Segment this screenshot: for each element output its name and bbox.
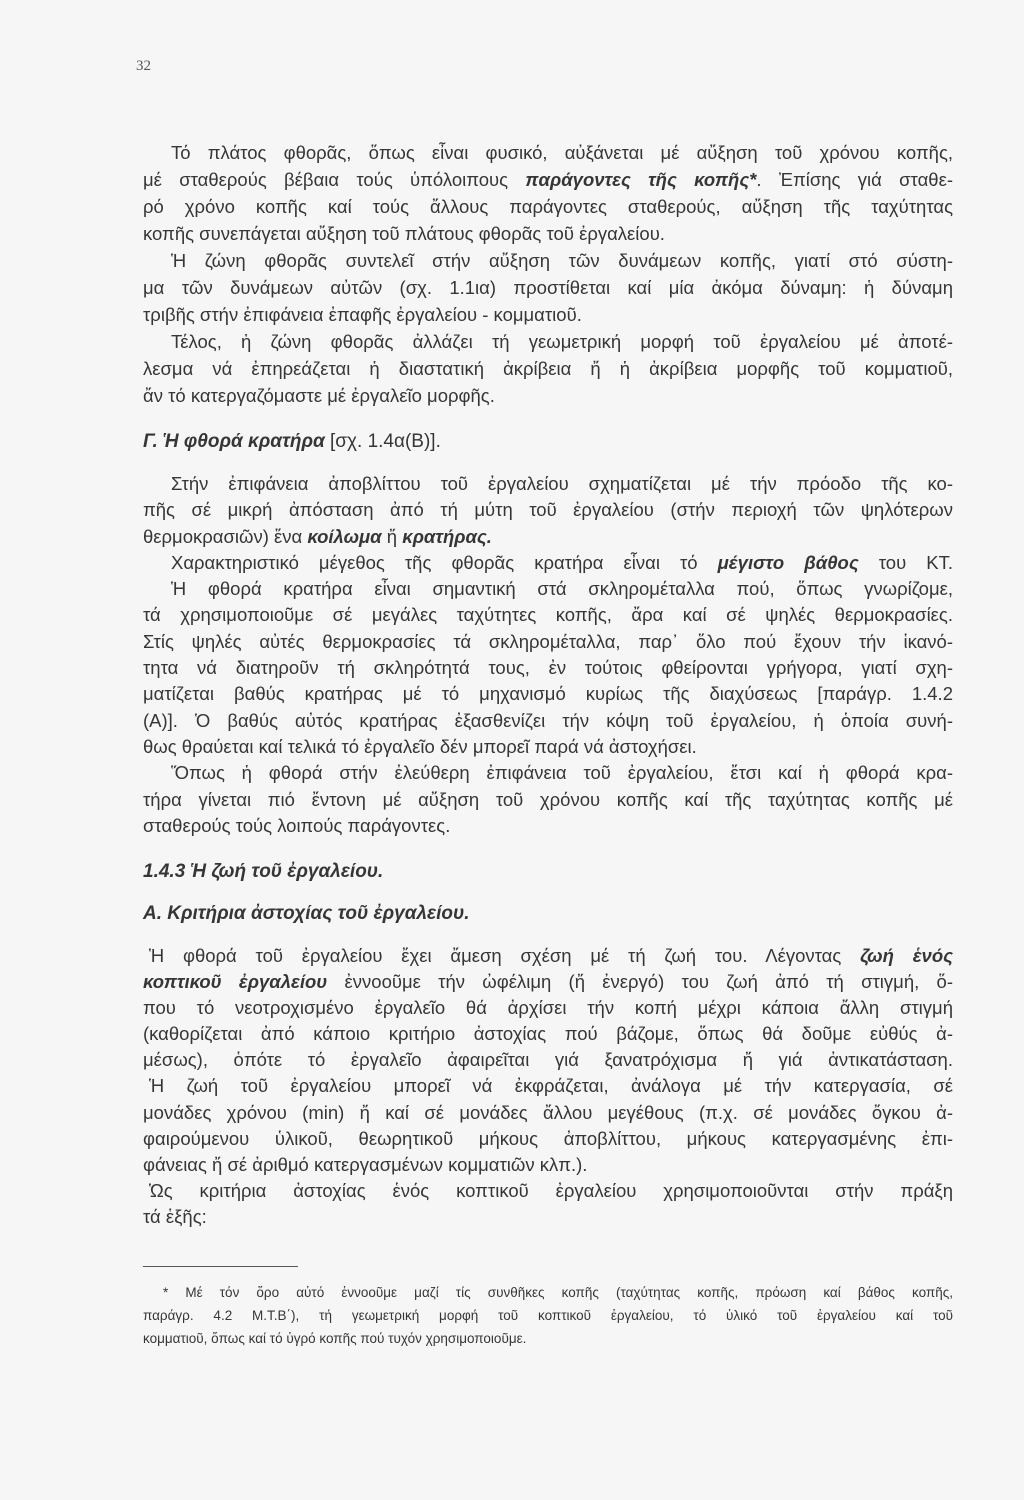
paragraph-block-wear-width bbox=[143, 139, 953, 409]
text-line: φαιρούμενου ὑλικοῦ, θεωρητικοῦ μήκους ἀποβλίττου, μήκους κατεργασμένης ἐπι- bbox=[143, 1127, 953, 1149]
line-text: ἤ bbox=[381, 525, 403, 547]
text-line: Ὡς κριτήρια ἀστοχίας ἑνός κοπτικοῦ ἐργαλείου χρησιμοποιοῦνται στήν πράξη bbox=[149, 1179, 953, 1201]
heading-title: Α. Κριτήρια ἀστοχίας τοῦ ἐργαλείου. bbox=[143, 903, 470, 924]
line-text: . Ἐπίσης γιά σταθε- bbox=[756, 168, 953, 190]
text-line bbox=[143, 550, 953, 576]
page-number: 32 bbox=[136, 58, 151, 74]
heading-title: 1.4.3 Ἡ ζωή τοῦ ἐργαλείου. bbox=[143, 861, 384, 882]
line-text: Χαρακτηριστικό μέγεθος τῆς φθορᾶς κρατήρα εἶναι τό bbox=[171, 551, 718, 573]
heading-title: Γ. Ἡ φθορά κρατήρα bbox=[143, 431, 325, 452]
line-text: θερμοκρασιῶν) ἕνα bbox=[143, 525, 308, 547]
line-text: του ΚΤ. bbox=[858, 551, 953, 573]
text-line: τά χρησιμοποιοῦμε σέ μεγάλες ταχύτητες κοπῆς, ἄρα καί σέ ψηλές θερμοκρασίες. bbox=[143, 604, 953, 626]
text-line: (Α)]. Ὁ βαθύς αὐτός κρατήρας ἐξασθενίζει τήν κόψη τοῦ ἐργαλείου, ἡ ὁποία συνή- bbox=[143, 709, 953, 731]
emphasis-term: κοπτικοῦ ἐργαλείου bbox=[143, 971, 328, 993]
text-line: Τό πλάτος φθορᾶς, ὅπως εἶναι φυσικό, αὐξάνεται μέ αὔξηση τοῦ χρόνου κοπῆς, bbox=[171, 141, 953, 163]
text-line: φάνειας ἤ σέ ἀριθμό κατεργασμένων κομματιῶν κλπ.). bbox=[143, 1153, 588, 1175]
emphasis-term: παράγοντες τῆς κοπῆς* bbox=[525, 168, 757, 190]
footnote-divider bbox=[143, 1266, 298, 1267]
figure-reference: [σχ. 1.4α(Β)]. bbox=[324, 431, 441, 452]
footnote-line: κομματιοῦ, ὅπως καί τό ὑγρό κοπῆς πού τυχόν χρησιμοποιοῦμε. bbox=[143, 1330, 527, 1346]
emphasis-term: ζωή ἑνός bbox=[860, 945, 953, 966]
text-line: μέσως), ὁπότε τό ἐργαλεῖο ἀφαιρεῖται γιά ξανατρόχισμα ἤ γιά ἀντικατάσταση. bbox=[143, 1049, 953, 1071]
text-line: μονάδες χρόνου (min) ἤ καί σέ μονάδες ἄλλου μεγέθους (π.χ. σέ μονάδες ὄγκου ἀ- bbox=[143, 1101, 953, 1123]
text-line bbox=[143, 969, 953, 995]
footnote-line: παράγρ. 4.2 Μ.Τ.Β΄), τή γεωμετρική μορφή τοῦ κοπτικοῦ ἐργαλείου, τό ὑλικό τοῦ ἐργαλείου καί τοῦ bbox=[143, 1307, 953, 1323]
text-line: Ὅπως ἡ φθορά στήν ἐλεύθερη ἐπιφάνεια τοῦ ἐργαλείου, ἔτσι καί ἡ φθορά κρα- bbox=[171, 762, 953, 784]
footnote bbox=[143, 1281, 953, 1350]
text-line: Τέλος, ἡ ζώνη φθορᾶς ἀλλάζει τή γεωμετρική μορφή τοῦ ἐργαλείου μέ ἀποτέ- bbox=[171, 330, 953, 352]
text-line: Ἡ φθορά κρατήρα εἶναι σημαντική στά σκληρομέταλλα πού, ὅπως γνωρίζομε, bbox=[171, 578, 953, 600]
text-line: μα τῶν δυνάμεων αὐτῶν (σχ. 1.1ια) προστίθεται καί μία ἀκόμα δύναμη: ἡ δύναμη bbox=[143, 276, 953, 298]
text-line: ἄν τό κατεργαζόμαστε μέ ἐργαλεῖο μορφῆς. bbox=[143, 384, 495, 406]
paragraph-block-crater bbox=[143, 471, 953, 839]
line-text: ἐννοοῦμε τήν ὠφέλιμη (ἤ ἐνεργό) του ζωή ἀπό τή στιγμή, ὅ- bbox=[327, 971, 953, 993]
text-line: τήρα γίνεται πιό ἔντονη μέ αὔξηση τοῦ χρόνου κοπῆς καί τῆς ταχύτητας κοπῆς μέ bbox=[143, 788, 953, 810]
text-line: Ἡ ζώνη φθορᾶς συντελεῖ στήν αὔξηση τῶν δυνάμεων κοπῆς, γιατί στό σύστη- bbox=[171, 249, 953, 271]
text-line bbox=[143, 166, 953, 193]
emphasis-term: κοίλωμα bbox=[307, 525, 382, 547]
text-line: ματίζεται βαθύς κρατήρας μέ τό μηχανισμό κυρίως τῆς διαχύσεως [παράγρ. 1.4.2 bbox=[143, 683, 953, 705]
text-line bbox=[143, 943, 953, 969]
text-line: θως θραύεται καί τελικά τό ἐργαλεῖο δέν μπορεῖ παρά νά ἀστοχήσει. bbox=[143, 735, 697, 757]
text-line: ρό χρόνο κοπῆς καί τούς ἄλλους παράγοντες σταθερούς, αὔξηση τῆς ταχύτητας bbox=[143, 195, 953, 217]
text-line: τά ἑξῆς: bbox=[143, 1205, 207, 1227]
line-text: μέ σταθερούς βέβαια τούς ὑπόλοιπους bbox=[143, 168, 526, 190]
text-line: τριβῆς στήν ἐπιφάνεια ἐπαφῆς ἐργαλείου - κομματιοῦ. bbox=[143, 303, 582, 325]
section-heading-crater bbox=[143, 429, 953, 455]
text-line: πῆς σέ μικρή ἀπόσταση ἀπό τή μύτη τοῦ ἐργαλείου (στήν περιοχή τῶν ψηλότερων bbox=[143, 499, 953, 521]
text-line: σταθερούς τούς λοιπούς παράγοντες. bbox=[143, 814, 451, 836]
paragraph-block-tool-life bbox=[143, 943, 953, 1230]
text-line: λεσμα νά ἐπηρεάζεται ἡ διαστατική ἀκρίβεια ἤ ἡ ἀκρίβεια μορφῆς τοῦ κομματιοῦ, bbox=[143, 357, 953, 379]
section-heading-tool-life bbox=[143, 859, 953, 885]
emphasis-term: μέγιστο βάθος bbox=[717, 551, 859, 573]
line-text: Ἡ φθορά τοῦ ἐργαλείου ἔχει ἄμεση σχέση μέ τή ζωή του. Λέγοντας bbox=[149, 945, 861, 966]
text-line bbox=[143, 524, 953, 550]
emphasis-term: κρατήρας. bbox=[402, 525, 492, 547]
text-line: Ἡ ζωή τοῦ ἐργαλείου μπορεῖ νά ἐκφράζεται, ἀνάλογα μέ τήν κατεργασία, σέ bbox=[149, 1075, 953, 1097]
text-line: τητα νά διατηροῦν τή σκληρότητά τους, ἐν τούτοις φθείρονται γρήγορα, γιατί σχη- bbox=[143, 657, 953, 679]
text-line: που τό νεοτροχισμένο ἐργαλεῖο θά ἀρχίσει τήν κοπή μέχρι κάποια ἄλλη στιγμή bbox=[143, 997, 953, 1019]
section-heading-failure-criteria bbox=[143, 901, 953, 927]
text-line: Στίς ψηλές αὐτές θερμοκρασίες τά σκληρομέταλλα, παρ᾿ ὅλο πού ἔχουν τήν ἱκανό- bbox=[143, 630, 953, 652]
text-line: κοπῆς συνεπάγεται αὔξηση τοῦ πλάτους φθορᾶς τοῦ ἐργαλείου. bbox=[143, 222, 665, 244]
footnote-line: * Μέ τόν ὅρο αὐτό ἐννοοῦμε μαζί τίς συνθῆκες κοπῆς (ταχύτητας κοπῆς, πρόωση καί βάθος κοπῆς, bbox=[163, 1284, 953, 1300]
text-line: Στήν ἐπιφάνεια ἀποβλίττου τοῦ ἐργαλείου σχηματίζεται μέ τήν πρόοδο τῆς κο- bbox=[171, 473, 953, 494]
text-line: (καθορίζεται ἀπό κάποιο κριτήριο ἀστοχίας πού βάζομε, ὅπως θά δοῦμε εὐθύς ἀ- bbox=[143, 1023, 953, 1045]
